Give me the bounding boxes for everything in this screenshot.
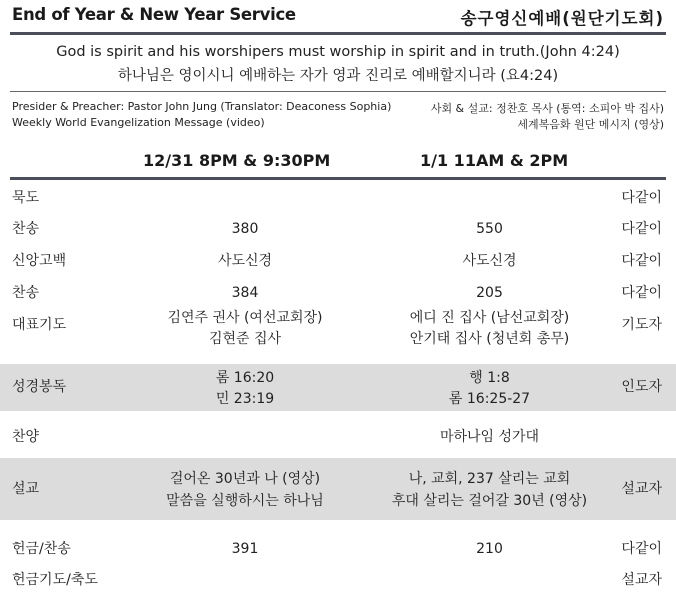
credit-ko-line1: 사회 & 설교: 정찬호 목사 (통역: 소피아 박 집사) <box>430 102 664 115</box>
table-row <box>0 282 676 304</box>
dec31-value-line2: 말씀을 실행하시는 하나님 <box>166 493 324 509</box>
row-label: 성경봉독 <box>12 379 67 395</box>
column-header-dec31: 12/31 8PM & 9:30PM <box>143 151 331 170</box>
jan1-value: 205 <box>476 285 503 301</box>
row-role: 다같이 <box>621 541 662 557</box>
table-row <box>0 218 676 240</box>
dec31-value: 사도신경 <box>217 253 273 269</box>
credit-en-line1: Presider & Preacher: Pastor John Jung (Translator: Deaconess Sophia) <box>12 100 392 113</box>
table-row <box>0 307 676 351</box>
row-label: 헌금기도/축도 <box>12 572 98 588</box>
verse-divider <box>10 91 666 92</box>
row-role: 설교자 <box>621 572 662 588</box>
row-label: 헌금/찬송 <box>12 541 71 557</box>
title-korean: 송구영신예배(원단기도회) <box>460 9 664 28</box>
dec31-value-line2: 김현준 집사 <box>208 331 282 347</box>
dec31-value: 걸어온 30년과 나 (영상) <box>169 471 321 487</box>
row-label: 대표기도 <box>12 317 67 333</box>
jan1-value-line2: 후대 살리는 걸어갈 30년 (영상) <box>391 493 588 509</box>
dec31-value: 롬 16:20 <box>215 370 275 386</box>
verse-korean: 하나님은 영이시니 예배하는 자가 영과 진리로 예배할지니라 (요4:24) <box>117 68 559 84</box>
row-label: 찬송 <box>12 221 40 237</box>
table-row <box>0 458 676 520</box>
header-divider <box>10 32 666 35</box>
header <box>12 2 664 28</box>
jan1-value-line2: 안기태 집사 (청년회 총무) <box>409 331 570 347</box>
jan1-value: 마하나임 성가대 <box>439 429 540 445</box>
table-row <box>0 569 676 591</box>
row-label: 찬송 <box>12 285 40 301</box>
table-row <box>0 426 676 448</box>
jan1-value-line2: 롬 16:25-27 <box>448 391 531 407</box>
jan1-value: 550 <box>476 221 503 237</box>
dec31-value: 김연주 권사 (여선교회장) <box>167 310 323 326</box>
row-role: 설교자 <box>621 481 662 497</box>
table-divider <box>10 177 666 180</box>
row-role: 다같이 <box>621 285 662 301</box>
jan1-value: 에디 진 집사 (남선교회장) <box>409 310 570 326</box>
jan1-value: 나, 교회, 237 살리는 교회 <box>408 471 571 487</box>
column-header-jan1: 1/1 11AM & 2PM <box>420 151 569 170</box>
jan1-value: 행 1:8 <box>469 370 510 386</box>
row-role: 다같이 <box>621 190 662 206</box>
credit-ko-line2: 세계복음화 원단 메시지 (영상) <box>517 118 664 131</box>
dec31-value-line2: 민 23:19 <box>215 391 275 407</box>
verse-english: God is spirit and his worshipers must worship in spirit and in truth.(John 4:24) <box>56 44 620 60</box>
row-role: 인도자 <box>621 379 662 395</box>
row-label: 신앙고백 <box>12 253 67 269</box>
row-role: 다같이 <box>621 253 662 269</box>
row-role: 기도자 <box>621 317 662 333</box>
row-label: 찬양 <box>12 429 40 445</box>
row-label: 설교 <box>12 481 40 497</box>
table-row <box>0 250 676 272</box>
table-row <box>0 538 676 560</box>
dec31-value: 380 <box>231 221 259 237</box>
dec31-value: 384 <box>231 285 259 301</box>
credit-en-line2: Weekly World Evangelization Message (video) <box>12 116 265 129</box>
dec31-value: 391 <box>231 541 259 557</box>
table-row <box>0 364 676 411</box>
row-role: 다같이 <box>621 221 662 237</box>
row-label: 묵도 <box>12 190 40 206</box>
jan1-value: 사도신경 <box>462 253 517 269</box>
table-row <box>0 187 676 209</box>
jan1-value: 210 <box>476 541 503 557</box>
title-english: End of Year & New Year Service <box>12 5 296 24</box>
